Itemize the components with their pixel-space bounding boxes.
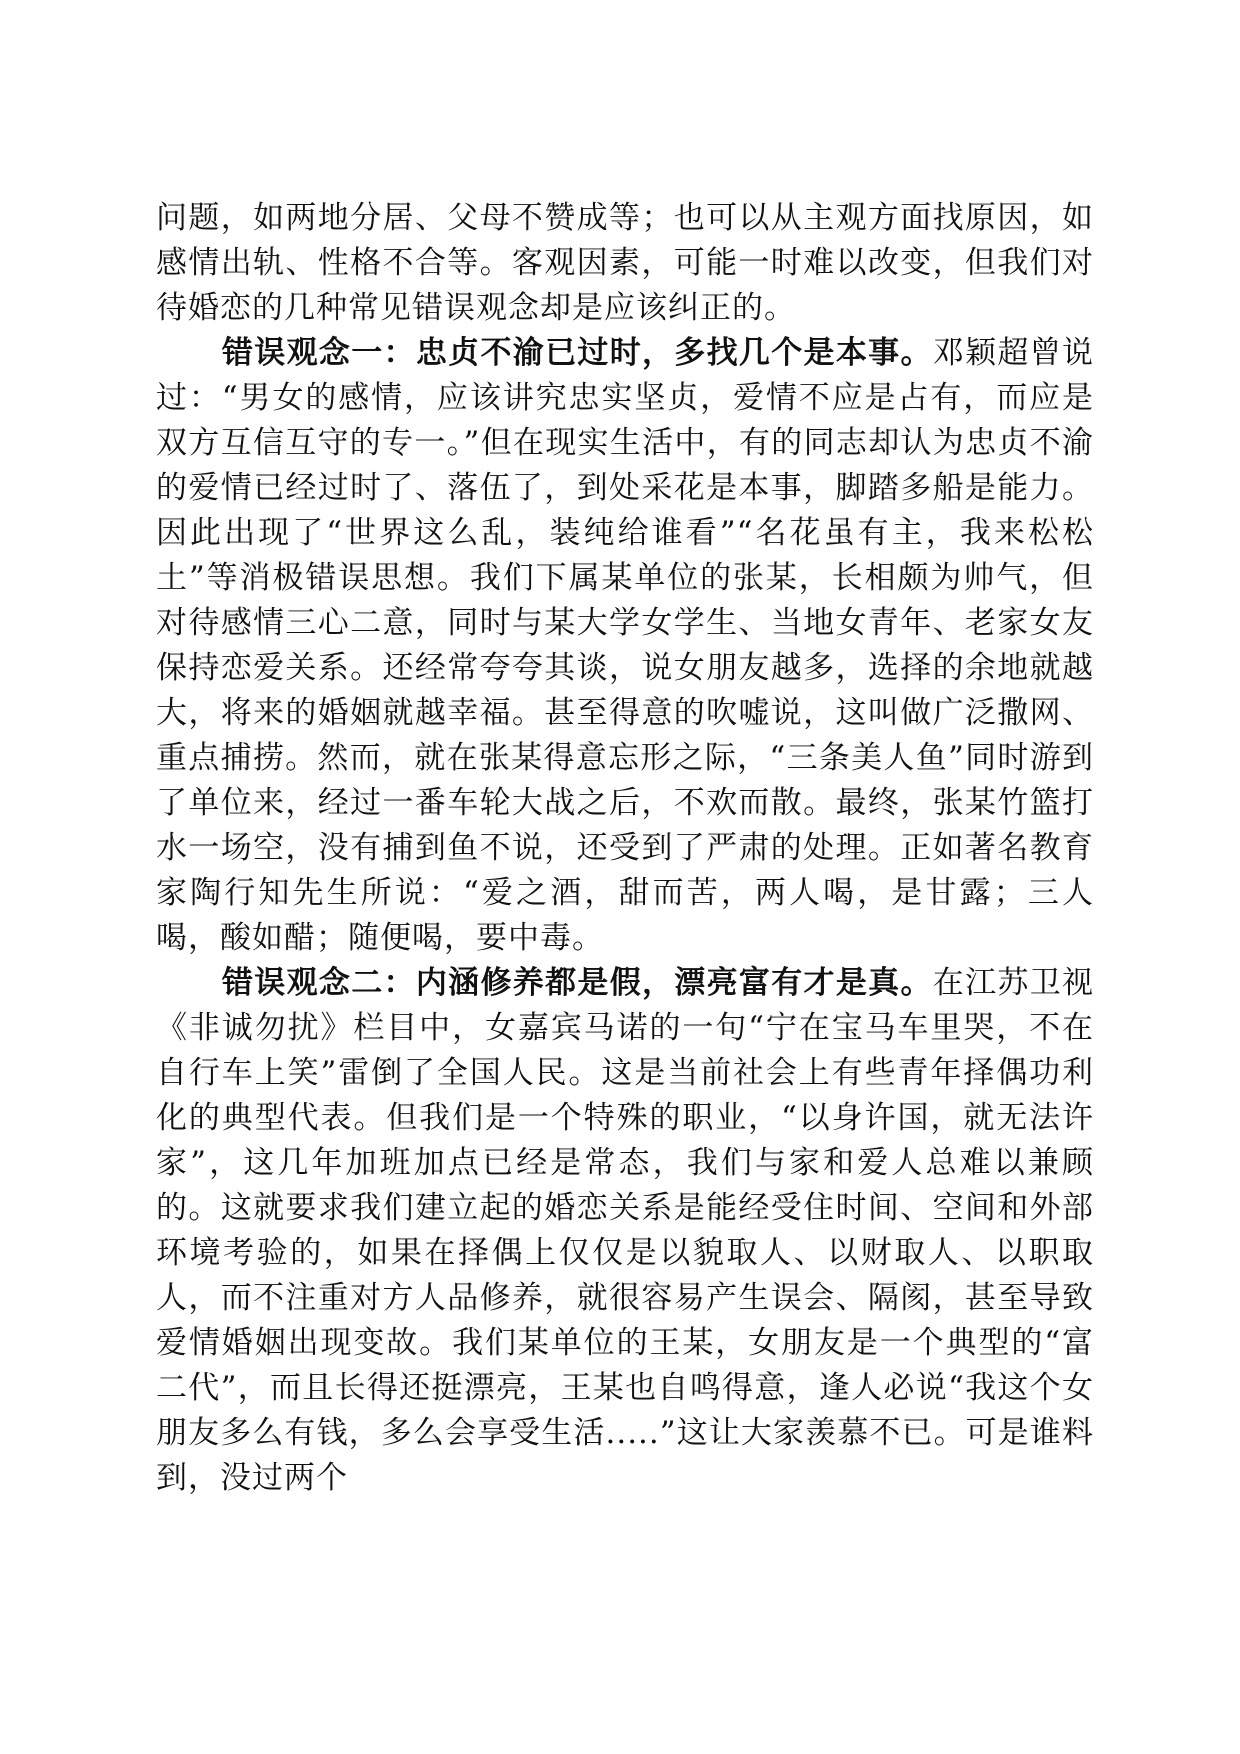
paragraph-heading: 错误观念一：忠贞不渝已过时，多找几个是本事。 xyxy=(222,335,933,371)
paragraph-body: 在江苏卫视《非诚勿扰》栏目中，女嘉宾马诺的一句“宁在宝马车里哭，不在自行车上笑”雷倒了全国人民。这是当前社会上有些青年择偶功利化的典型代表。但我们是一个特殊的职业，“以身许国，就无法许家”，这几年加班加点已经是常态，我们与家和爱人总难以兼顾的。这就要求我们建立起的婚恋关系是能经受住时间、空间和外部环境考验的，如果在择偶上仅仅是以貌取人、以财取人、以职取人，而不注重对方人品修养，就很容易产生误会、隔阂，甚至导致爱情婚姻出现变故。我们某单位的王某，女朋友是一个典型的“富二代”，而且长得还挺漂亮，王某也自鸣得意，逢人必说“我这个女朋友多么有钱，多么会享受生活.....”这让大家羡慕不已。可是谁料到，没过两个 xyxy=(156,965,1095,1496)
paragraph-misconception-one xyxy=(156,331,1094,961)
paragraph-heading: 错误观念二：内涵修养都是假，漂亮富有才是真。 xyxy=(222,965,933,1001)
paragraph-intro xyxy=(156,196,1094,331)
paragraph-misconception-two xyxy=(156,961,1094,1501)
paragraph-body: 问题，如两地分居、父母不赞成等；也可以从主观方面找原因，如感情出轨、性格不合等。客观因素，可能一时难以改变，但我们对待婚恋的几种常见错误观念却是应该纠正的。 xyxy=(156,200,1094,326)
paragraph-body: 邓颖超曾说过：“男女的感情，应该讲究忠实坚贞，爱情不应是占有，而应是双方互信互守的专一。”但在现实生活中，有的同志却认为忠贞不渝的爱情已经过时了、落伍了，到处采花是本事，脚踏多船是能力。因此出现了“世界这么乱，装纯给谁看”“名花虽有主，我来松松土”等消极错误思想。我们下属某单位的张某，长相颇为帅气，但对待感情三心二意，同时与某大学女学生、当地女青年、老家女友保持恋爱关系。还经常夸夸其谈，说女朋友越多，选择的余地就越大，将来的婚姻就越幸福。甚至得意的吹嘘说，这叫做广泛撒网、重点捕捞。然而，就在张某得意忘形之际，“三条美人鱼”同时游到了单位来，经过一番车轮大战之后，不欢而散。最终，张某竹篮打水一场空，没有捕到鱼不说，还受到了严肃的处理。正如著名教育家陶行知先生所说：“爱之酒，甜而苦，两人喝，是甘露；三人喝，酸如醋；随便喝，要中毒。 xyxy=(156,335,1095,956)
document-page xyxy=(156,196,1094,1501)
